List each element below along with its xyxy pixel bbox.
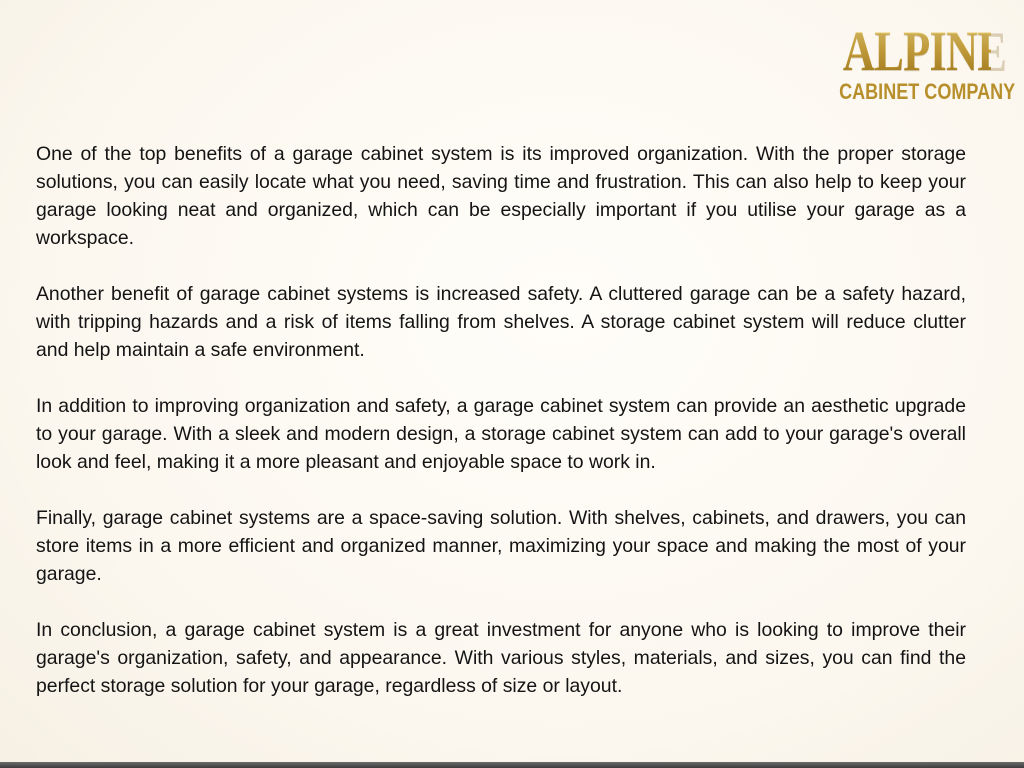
company-logo: [822, 20, 1016, 104]
paragraph-conclusion: In conclusion, a garage cabinet system is a great investment for anyone who is looking to improve their garage's organization, safety, and appearance. With various styles, materials, and sizes, you can find the perfect storage solution for your garage, regardless of size or layout.: [36, 619, 966, 697]
paragraph-safety: Another benefit of garage cabinet systems is increased safety. A cluttered garage can be a safety hazard, with tripping hazards and a risk of items falling from shelves. A storage cabinet system will reduce clutter and help maintain a safe environment.: [36, 283, 966, 361]
paragraph-space-saving: Finally, garage cabinet systems are a space-saving solution. With shelves, cabinets, and drawers, you can store items in a more efficient and organized manner, maximizing your space and making the most of your garage.: [36, 507, 966, 585]
paragraph-aesthetics: In addition to improving organization and safety, a garage cabinet system can provide an aesthetic upgrade to your garage. With a sleek and modern design, a storage cabinet system can add to your garage's overall look and feel, making it a more pleasant and enjoyable space to work in.: [36, 395, 966, 473]
paragraph-organization: One of the top benefits of a garage cabinet system is its improved organization. With the proper storage solutions, you can easily locate what you need, saving time and frustration. This can also help to keep your garage looking neat and organized, which can be especially important if you utilise your garage as a workspace.: [36, 143, 966, 249]
logo-name: ALPINE: [842, 20, 1007, 83]
slide-body: [36, 140, 966, 728]
bottom-divider: [0, 762, 1024, 768]
logo-tagline: CABINET COMPANY: [839, 79, 1016, 104]
